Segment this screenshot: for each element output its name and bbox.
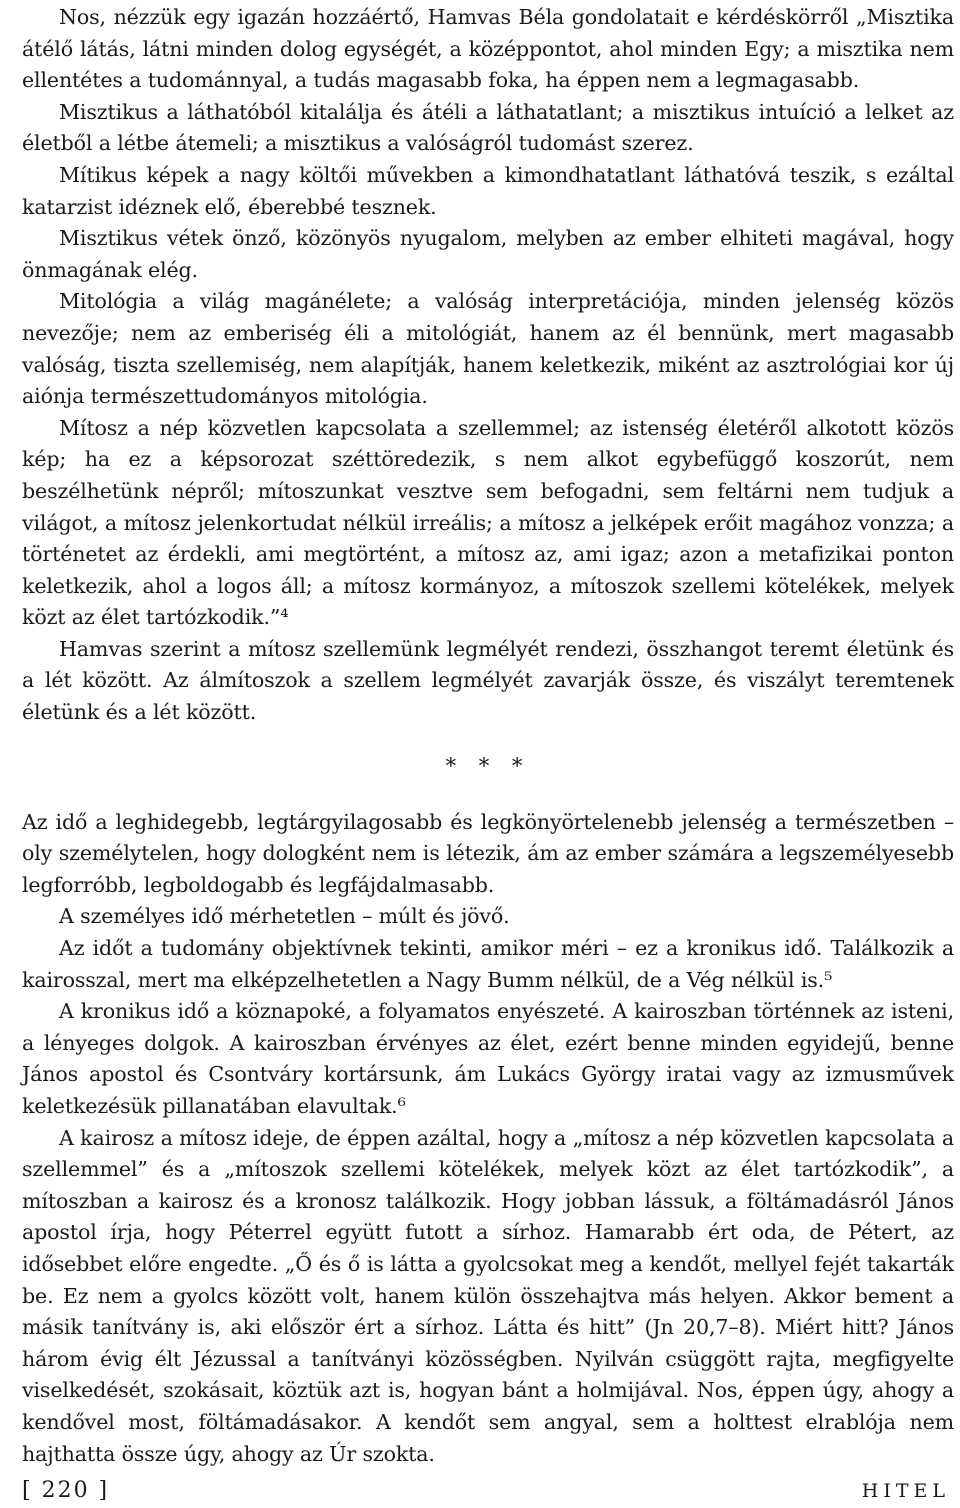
page-number: [ 220 ]	[22, 1478, 110, 1503]
paragraph: Misztikus a láthatóból kitalálja és átéli a láthatatlant; a misztikus intuíció a lelket az életből a létbe átemeli; a misztikus a valóságról tudomást szerez.	[22, 99, 954, 156]
paragraph: Misztikus vétek önző, közönyös nyugalom, melyben az ember elhiteti magával, hogy önmagának elég.	[22, 226, 954, 282]
paragraph: Mítosz a nép közvetlen kapcsolata a szellemmel; az istenség életéről alkotott közös kép; ha ez a képsorozat széttöredezik, s nem alkot egybefüggő koszorút, nem beszélhetünk népről; mítoszunkat vesztve sem befogadni, sem feltárni nem tudjuk a világot, a mítosz jelenkortudat nélkül irreális; a mítosz a jelképek erőit magához vonzza; a történetet az érdekli, ami megtörtént, a mítosz az, ami igaz; azon a metafizikai ponton keletkezik, ahol a logos áll; a mítosz kormányoz, a mítoszok szellemi kötelékek, melyek közt az élet tartózkodik.”⁴	[22, 415, 954, 630]
paragraph: A kronikus idő a köznapoké, a folyamatos enyészeté. A kairoszban történnek az isteni, a lényeges dolgok. A kairoszban érvényes az élet, ezért benne minden egyidejű, benne János apostol és Csontváry kortársunk, ám Lukács György iratai vagy az izmusművek keletkezésük pillanatában elavultak.⁶	[22, 999, 954, 1118]
paragraph: Nos, nézzük egy igazán hozzáértő, Hamvas Béla gondolatait e kérdéskörről „Misztika átélő látás, látni minden dolog egységét, a középpontot, ahol minden Egy; a misztika nem ellentétes a tudománnyal, a tudás magasabb foka, ha éppen nem a legmagasabb.	[22, 5, 954, 93]
paragraph: Az időt a tudomány objektívnek tekinti, amikor méri – ez a kronikus idő. Találkozik a kairosszal, mert ma elképzelhetetlen a Nagy Bumm nélkül, de a Vég nélkül is.⁵	[22, 936, 954, 992]
page-footer	[22, 1478, 950, 1508]
paragraph: Mitológia a világ magánélete; a valóság interpretációja, minden jelenség közös nevezője; nem az emberiség éli a mitológiát, hanem az él bennünk, mert magasabb valóság, tiszta szellemiség, nem alapítják, hanem keletkezik, miként az asztrológiai kor új aiónja természettudományos mitológia.	[22, 289, 954, 409]
paragraph: A kairosz a mítosz ideje, de éppen azáltal, hogy a „mítosz a nép közvetlen kapcsolata a szellemmel” és a „mítoszok szellemi kötelékek, melyek közt az élet tartózkodik”, a mítoszban a kairosz és a kronosz találkozik. Hogy jobban lássuk, a föltámadásról János apostol írja, hogy Péterrel együtt futott a sírhoz. Hamarabb ért oda, de Pétert, az idősebbet előre engedte. „Ő és ő is látta a gyolcsokat meg a kendőt, mellyel fejét takarták be. Ez nem a gyolcs között volt, hanem külön összehajtva más helyen. Akkor bement a másik tanítvány is, aki először ért a sírhoz. Látta és hitt” (Jn 20,7–8). Miért hitt? János három évig élt Jézussal a tanítványi közösségben. Nyilván csüggött rajta, megfigyelte viselkedését, szokásait, köztük azt is, hogyan bánt a holmijával. Nos, éppen úgy, ahogy a kendővel most, föltámadásakor. A kendőt sem angyal, sem a holttest elrablója nem hajthatta össze úgy, ahogy az Úr szokta.	[22, 1125, 954, 1466]
body-text	[22, 2, 954, 1470]
section-separator: * * *	[445, 753, 531, 778]
paragraph: Hamvas szerint a mítosz szellemünk legmélyét rendezi, összhangot teremt életünk és a lét között. Az álmítoszok a szellem legmélyét zavarják össze, és viszályt teremtenek életünk és a lét között.	[22, 636, 954, 725]
journal-name: HITEL	[861, 1480, 950, 1502]
paragraph: Az idő a leghidegebb, legtárgyilagosabb és legkönyörtelenebb jelenség a természetben – oly személytelen, hogy dologként nem is létezik, ám az ember számára a legszemélyesebb legforróbb, legboldogabb és legfájdalmasabb.	[22, 809, 954, 897]
paragraph: A személyes idő mérhetetlen – múlt és jövő.	[59, 904, 510, 929]
paragraph: Mítikus képek a nagy költői művekben a kimondhatatlant láthatóvá teszik, s ezáltal katarzist idéznek elő, éberebbé tesznek.	[22, 162, 954, 219]
